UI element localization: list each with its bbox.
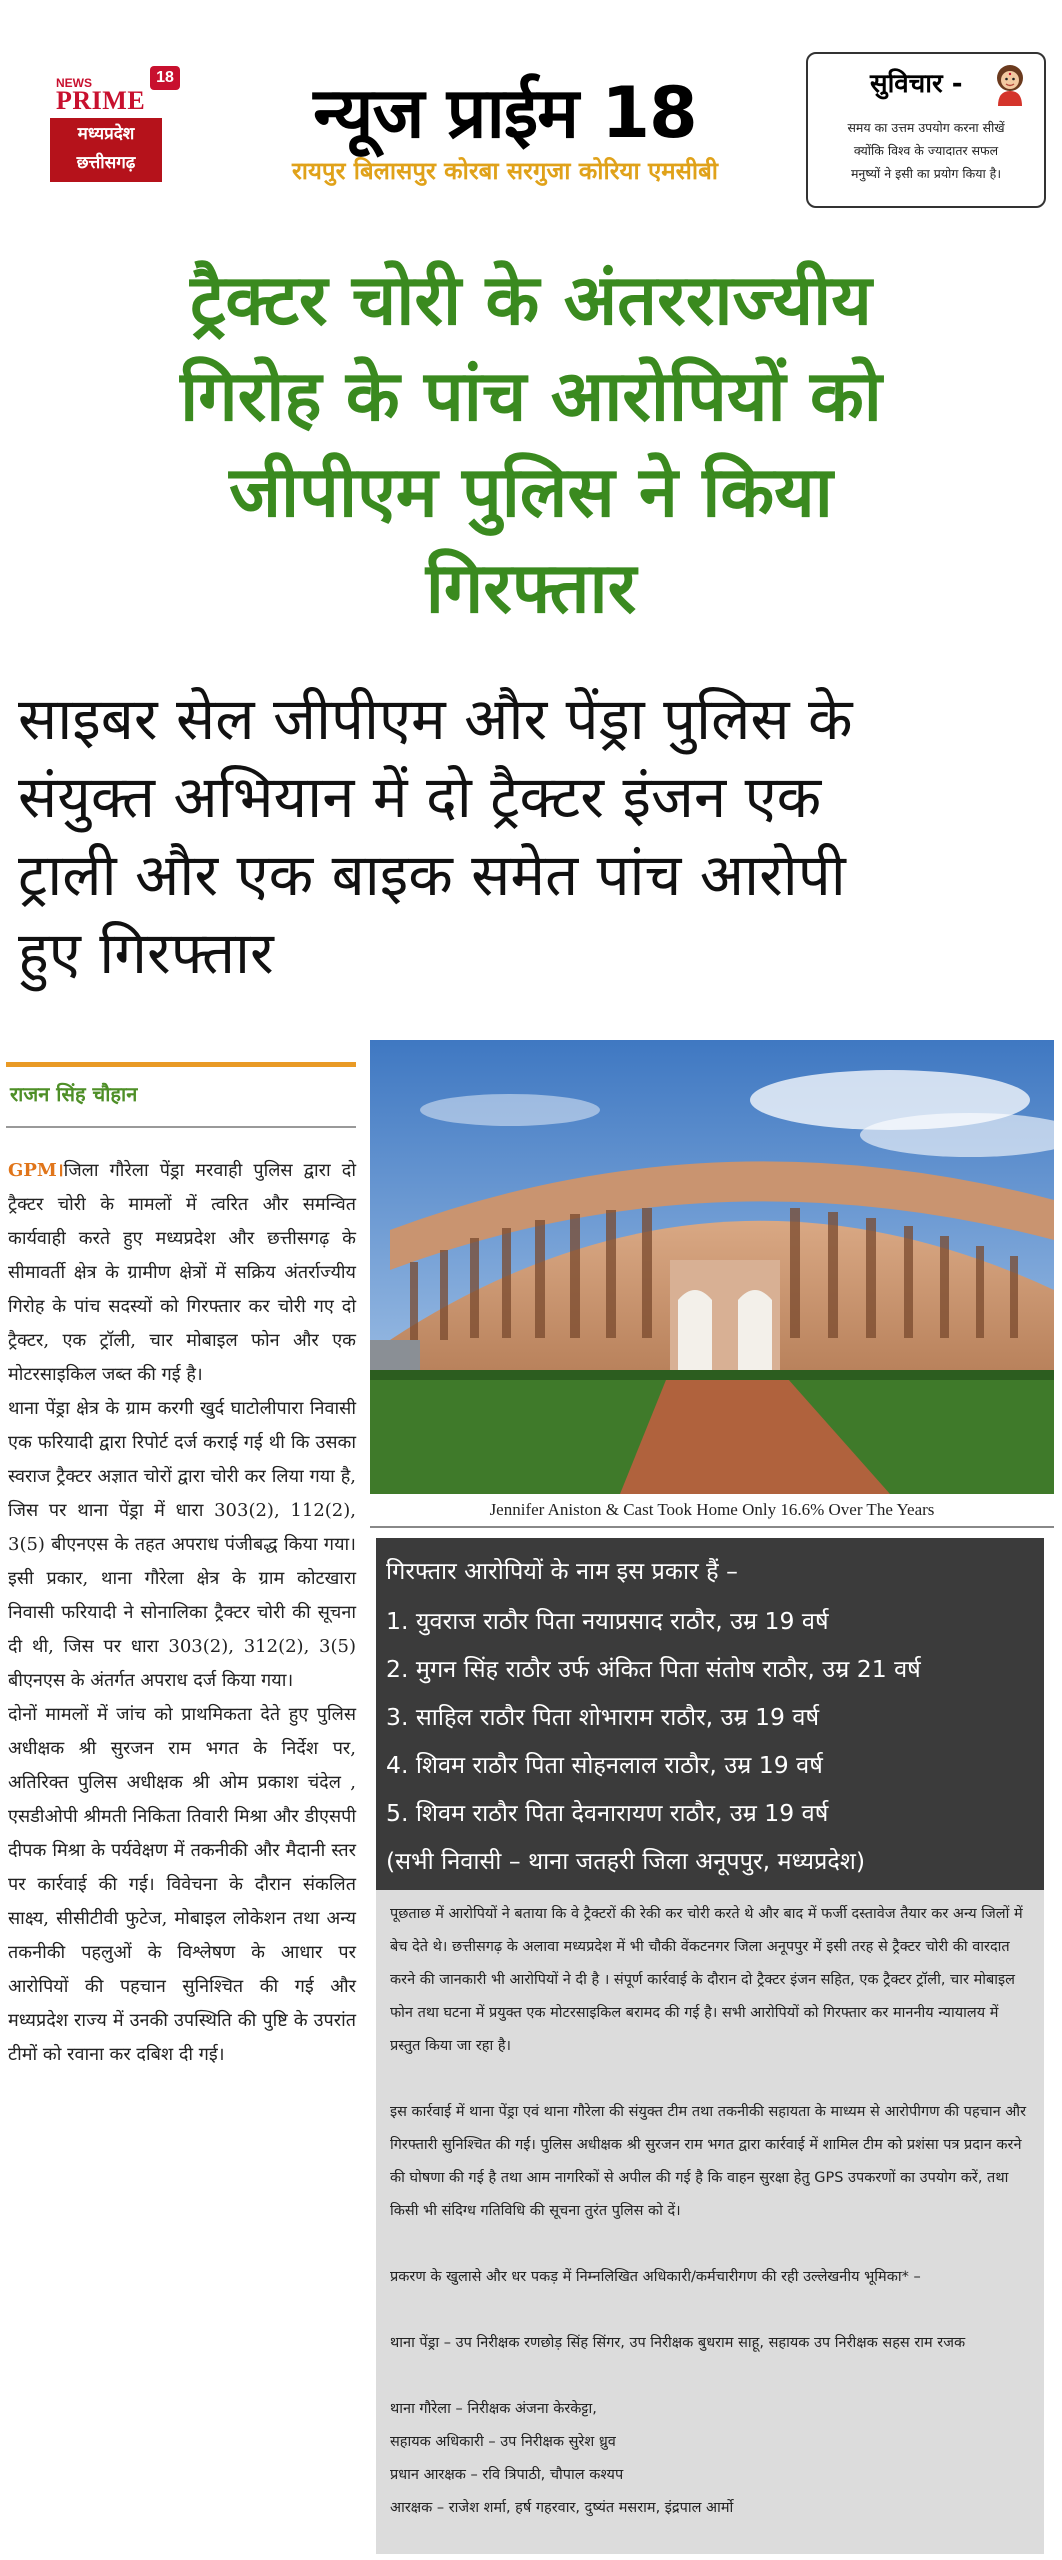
logo-news-text: NEWS (56, 76, 92, 90)
subhead-line-3: ट्राली और एक बाइक समेत पांच आरोपी (18, 841, 846, 909)
subhead-line-4: हुए गिरफ्तार (18, 919, 274, 987)
logo-badge: 18 (150, 66, 180, 90)
photo-caption[interactable]: Jennifer Aniston & Cast Took Home Only 16.6% Over The Years (370, 1494, 1054, 1526)
site-subtitle: रायपुर बिलासपुर कोरबा सरगुजा कोरिया एमसीबी (291, 157, 719, 185)
accused-item-1: 1. युवराज राठौर पिता नयाप्रसाद राठौर, उम्र 19 वर्ष (386, 1607, 829, 1635)
news-prime-logo[interactable] (42, 62, 174, 192)
info-paragraph-5: थाना गौरेला – निरीक्षक अंजना केरकेट्टा, (390, 2401, 597, 2417)
logo-state-mp: मध्यप्रदेश (77, 124, 135, 144)
author-byline[interactable]: राजन सिंह चौहान (10, 1082, 138, 1106)
article-paragraph-1-text: जिला गौरेला पेंड्रा मरवाही पुलिस द्वारा दो ट्रैक्टर चोरी के मामलों में त्वरित और समन्वित कार्यवाही करते हुए मध्यप्रदेश और छत्तीसगढ़ के सीमावर्ती क्षेत्र के ग्रामीण क्षेत्रों में सक्रिय अंतर्राज्यीय गिरोह के पांच सदस्यों को गिरफ्तार कर चोरी गए दो ट्रैक्टर, एक ट्रॉली, चार मोबाइल फोन और एक मोटरसाइकिल जब्त की गई है। (8, 1160, 356, 1385)
accused-item-2: 2. मुगन सिंह राठौर उर्फ अंकित पिता संतोष राठौर, उम्र 21 वर्ष (386, 1655, 921, 1683)
article-body (8, 1154, 356, 2072)
dateline: GPM। (8, 1160, 64, 1181)
accused-list-box (376, 1538, 1044, 1890)
thought-text (820, 116, 1032, 185)
headline-line-3: जीपीएम पुलिस ने किया (229, 451, 833, 533)
sub-headline (18, 680, 1048, 992)
thought-of-the-day (806, 52, 1046, 208)
article-paragraph-1 (8, 1154, 356, 1392)
article-paragraph-2: थाना पेंड्रा क्षेत्र के ग्राम करगी खुर्द घाटोलीपारा निवासी एक फरियादी द्वारा रिपोर्ट दर्ज कराई गई थी कि उसका स्वराज ट्रैक्टर अज्ञात चोरों द्वारा चोरी कर लिया गया है, जिस पर थाना पेंड्रा में धारा 303(2), 112(2), 3(5) बीएनएस के तहत अपराध पंजीबद्ध किया गया। इसी प्रकार, थाना गौरेला क्षेत्र के ग्राम कोटखारा निवासी फरियादी ने सोनालिका ट्रैक्टर चोरी की सूचना दी थी, जिस पर धारा 303(2), 312(2), 3(5) बीएनएस के अंतर्गत अपराध दर्ज किया गया। (8, 1398, 356, 1691)
thought-line-3: मनुष्यों ने इसी का प्रयोग किया है। (850, 166, 1002, 181)
info-paragraph-1: पूछताछ में आरोपियों ने बताया कि वे ट्रैक्टरों की रेकी कर चोरी करते थे और बाद में फर्जी दस्तावेज तैयार कर अन्य जिलों में बेच देते थे। छत्तीसगढ़ के अलावा मध्यप्रदेश में भी चौकी वेंकटनगर जिला अनूपपुर में इसी तरह से ट्रैक्टर चोरी की वारदात करने की जानकारी भी आरोपियों ने दी है । संपूर्ण कार्रवाई के दौरान दो ट्रैक्टर इंजन सहित, एक ट्रैक्टर ट्रॉली, चार मोबाइल फोन तथा घटना में प्रयुक्त एक मोटरसाइकिल बरामद की गई है। सभी आरोपियों को गिरफ्तार कर माननीय न्यायालय में प्रस्तुत किया जा रहा है। (390, 1906, 1023, 2054)
info-paragraph-8: आरक्षक – राजेश शर्मा, हर्ष गहरवार, दुष्यंत मसराम, इंद्रपाल आर्मो (390, 2500, 734, 2516)
site-title: न्यूज प्राईम 18 (313, 72, 697, 154)
article-paragraph-3: दोनों मामलों में जांच को प्राथमिकता देते हुए पुलिस अधीक्षक श्री सुरजन राम भगत के निर्देश पर, अतिरिक्त पुलिस अधीक्षक श्री ओम प्रकाश चंदेल , एसडीओपी श्रीमती निकिता तिवारी मिश्रा और डीएसपी दीपक मिश्रा के पर्यवेक्षण में तकनीकी और मैदानी स्तर पर कार्रवाई की गई। विवेचना के दौरान संकलित साक्ष्य, सीसीटीवी फुटेज, मोबाइल लोकेशन तथा अन्य तकनीकी पहलुओं के विश्लेषण के आधार पर आरोपियों की पहचान सुनिश्चित की गई और मध्यप्रदेश राज्य में उनकी उपस्थिति की पुष्टि के उपरांत टीमों को रवाना कर दबिश दी गई। (8, 1704, 356, 2065)
accused-item-4: 4. शिवम राठौर पिता सोहनलाल राठौर, उम्र 19 वर्ष (386, 1751, 823, 1779)
masthead (0, 0, 1062, 220)
logo-state-block (50, 118, 162, 182)
info-paragraph-4: थाना पेंड्रा – उप निरीक्षक रणछोड़ सिंह सिंगर, उप निरीक्षक बुधराम साहू, सहायक उप निरीक्षक सहस राम रजक (390, 2335, 966, 2351)
logo-state-cg: छत्तीसगढ़ (76, 153, 136, 173)
thought-line-1: समय का उत्तम उपयोग करना सीखें (847, 120, 1005, 135)
thought-title: सुविचार - (870, 69, 963, 99)
caption-divider (370, 1526, 1054, 1528)
thought-line-2: क्योंकि विश्व के ज्यादातर सफल (853, 143, 999, 158)
girl-avatar-icon (990, 60, 1030, 106)
main-headline (20, 252, 1042, 636)
info-paragraph-6: सहायक अधिकारी – उप निरीक्षक सुरेश ध्रुव (390, 2434, 616, 2450)
headline-line-4: गिरफ्तार (425, 547, 637, 629)
author-top-divider (6, 1062, 356, 1067)
headline-line-2: गिरोह के पांच आरोपियों को (180, 355, 882, 437)
parliament-building-image (370, 1040, 1054, 1494)
article-photo[interactable] (370, 1040, 1054, 1494)
logo-prime-text: PRIME (56, 86, 146, 115)
investigation-details-box (376, 1890, 1044, 2554)
info-paragraph-2: इस कार्रवाई में थाना पेंड्रा एवं थाना गौरेला की संयुक्त टीम तथा तकनीकी सहायता के माध्यम से आरोपीगण की पहचान और गिरफ्तारी सुनिश्चित की गई। पुलिस अधीक्षक श्री सुरजन राम भगत द्वारा कार्रवाई में शामिल टीम को प्रशंसा पत्र प्रदान करने की घोषणा की गई है तथा आम नागरिकों से अपील की गई है कि वाहन सुरक्षा हेतु GPS उपकरणों का उपयोग करें, तथा किसी भी संदिग्ध गतिविधि की सूचना तुरंत पुलिस को दें। (390, 2104, 1027, 2219)
info-paragraph-3: प्रकरण के खुलासे और धर पकड़ में निम्नलिखित अधिकारी/कर्मचारीगण की रही उल्लेखनीय भूमिका* – (390, 2269, 921, 2285)
accused-heading: गिरफ्तार आरोपियों के नाम इस प्रकार हैं – (386, 1557, 738, 1585)
accused-item-5: 5. शिवम राठौर पिता देवनारायण राठौर, उम्र 19 वर्ष (386, 1799, 829, 1827)
subhead-line-2: संयुक्त अभियान में दो ट्रैक्टर इंजन एक (18, 763, 822, 831)
accused-footer: (सभी निवासी – थाना जतहरी जिला अनूपपुर, मध्यप्रदेश) (386, 1847, 866, 1875)
accused-item-3: 3. साहिल राठौर पिता शोभाराम राठौर, उम्र 19 वर्ष (386, 1703, 820, 1731)
author-bottom-divider (6, 1126, 356, 1128)
subhead-line-1: साइबर सेल जीपीएम और पेंड्रा पुलिस के (18, 685, 853, 753)
headline-line-1: ट्रैक्टर चोरी के अंतरराज्यीय (190, 259, 872, 341)
info-paragraph-7: प्रधान आरक्षक – रवि त्रिपाठी, चौपाल कश्यप (390, 2467, 624, 2483)
